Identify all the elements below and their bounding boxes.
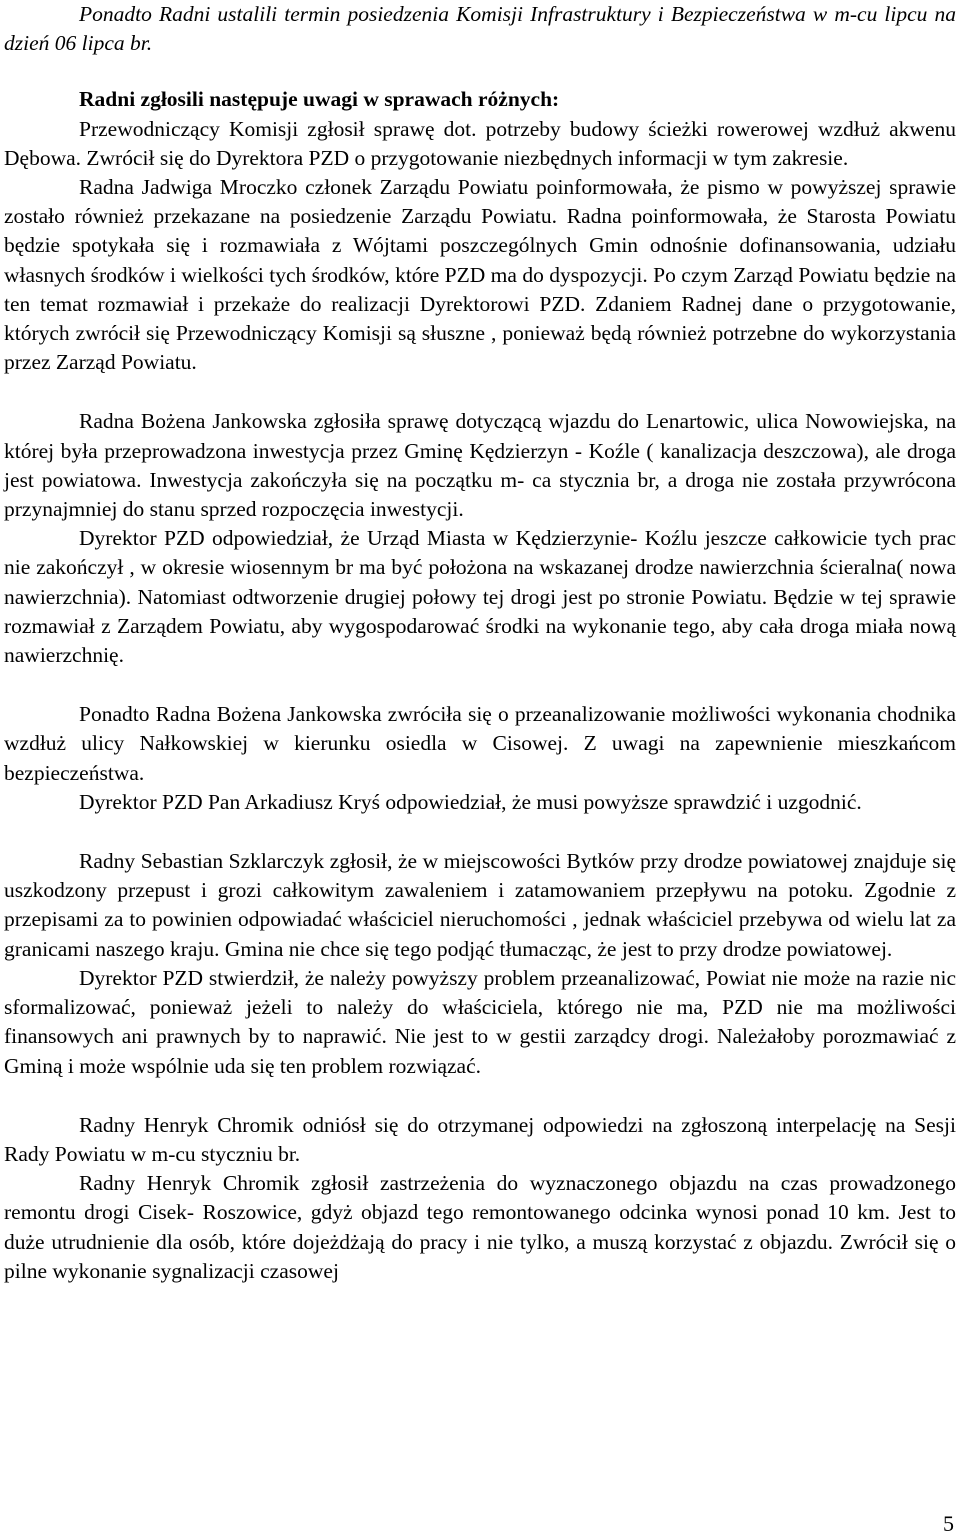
- paragraph-meeting-date: Ponadto Radni ustalili termin posiedzenia Komisji Infrastruktury i Bezpieczeństwa w m-cu lipcu na dzień 06 lipca br.: [4, 2, 956, 56]
- paragraph-jankowska-sidewalk: Ponadto Radna Bożena Jankowska zwróciła się o przeanalizowanie możliwości wykonania chodnika wzdłuż ulicy Nałkowskiej w kierunku osiedla w Cisowej. Z uwagi na zapewnienie mieszkańcom bezpieczeństwa.: [4, 702, 956, 785]
- paragraph-bike-path: Przewodniczący Komisji zgłosił sprawę dot. potrzeby budowy ścieżki rowerowej wzdłuż akwenu Dębowa. Zwrócił się do Dyrektora PZD o przygotowanie niezbędnych informacji w tym zakresie.: [4, 116, 956, 170]
- paragraph-mroczko: Radna Jadwiga Mroczko członek Zarządu Powiatu poinformowała, że pismo w powyższej sprawie zostało również przekazane na posiedzenie Zarządu Powiatu. Radna poinformowała, że Starosta Powiatu będzie spotykała się i rozmawiała z Wójtami poszczególnych Gmin odnośnie dofinansowania, udziału własnych środków i wielkości tych środków, które PZD ma do dyspozycji. Po czym Zarząd Powiatu będzie na ten temat rozmawiał i przekaże do realizacji Dyrektorowi PZD. Zdaniem Radnej dane o przygotowanie, których zwrócił się Przewodniczący Komisji są słuszne , ponieważ będą również potrzebne do wykorzystania przez Zarząd Powiatu.: [4, 175, 956, 375]
- paragraph-gap: [4, 817, 956, 847]
- paragraph-jankowska-lenartowice: Radna Bożena Jankowska zgłosiła sprawę dotyczącą wjazdu do Lenartowic, ulica Nowowiejska, na której była przeprowadzona inwestycja przez Gminę Kędzierzyn - Koźle ( kanalizacja deszczowa), ale droga jest powiatowa. Inwestycja zakończyła się na początku m- ca stycznia br, a droga nie została przywrócona przynajmniej do stanu sprzed rozpoczęcia inwestycji.: [4, 409, 956, 522]
- paragraph-chromik-interpellation: Radny Henryk Chromik odniósł się do otrzymanej odpowiedzi na zgłoszoną interpelację na Sesji Rady Powiatu w m-cu styczniu br.: [4, 1112, 956, 1166]
- paragraph-szklarczyk: Radny Sebastian Szklarczyk zgłosił, że w miejscowości Bytków przy drodze powiatowej znajduje się uszkodzony przepust i grozi całkowitym zawaleniem i zatamowaniem przepływu na potoku. Zgodnie z przepisami za to powinien odpowiadać właściciel nieruchomości , jednak właściciel przebywa od wielu lat za granicami naszego kraju. Gmina nie chce się tego podjąć tłumacząc, że jest to przy drodze powiatowej.: [4, 849, 956, 961]
- page-number: 5: [943, 1511, 954, 1536]
- section-heading: Radni zgłosili następuje uwagi w sprawach różnych:: [79, 87, 560, 112]
- paragraph-gap: [4, 670, 956, 700]
- paragraph-director-response-2: Dyrektor PZD Pan Arkadiusz Kryś odpowiedział, że musi powyższe sprawdzić i uzgodnić.: [79, 789, 862, 814]
- paragraph-chromik-detour: Radny Henryk Chromik zgłosił zastrzeżenia do wyznaczonego objazdu na czas prowadzonego remontu drogi Cisek- Roszowice, gdyż objazd tego remontowanego odcinka wynosi ponad 10 km. Jest to duże utrudnienie dla osób, które dojeżdżają do pracy i nie tylko, a muszą korzystać z objazdu. Zwrócił się o pilne wykonanie sygnalizacji czasowej: [4, 1171, 956, 1283]
- paragraph-director-response-3: Dyrektor PZD stwierdził, że należy powyższy problem przeanalizować, Powiat nie może na razie nic sformalizować, ponieważ jeżeli to należy do właściciela, którego nie ma, PZD nie ma możliwości finansowych ani prawnych by to naprawić. Nie jest to w gestii zarządcy drogi. Należałoby porozmawiać z Gminą i może wspólnie uda się ten problem rozwiązać.: [4, 965, 956, 1078]
- paragraph-gap: [4, 1081, 956, 1111]
- paragraph-gap: [4, 377, 956, 407]
- paragraph-gap: [4, 58, 956, 85]
- paragraph-director-response-1: Dyrektor PZD odpowiedział, że Urząd Miasta w Kędzierzynie- Koźlu jeszcze całkowicie tych prac nie zakończył , w okresie wiosennym br ma być położona na wskazanej drodze nawierzchnia ścieralna( nowa nawierzchnia). Natomiast odtworzenie drugiej połowy tej drogi jest po stronie Powiatu. Będzie w tej sprawie rozmawiał z Zarządem Powiatu, aby wygospodarować środki na wykonanie tego, aby cała droga miała nową nawierzchnię.: [4, 526, 956, 668]
- document-page: [4, 0, 956, 1286]
